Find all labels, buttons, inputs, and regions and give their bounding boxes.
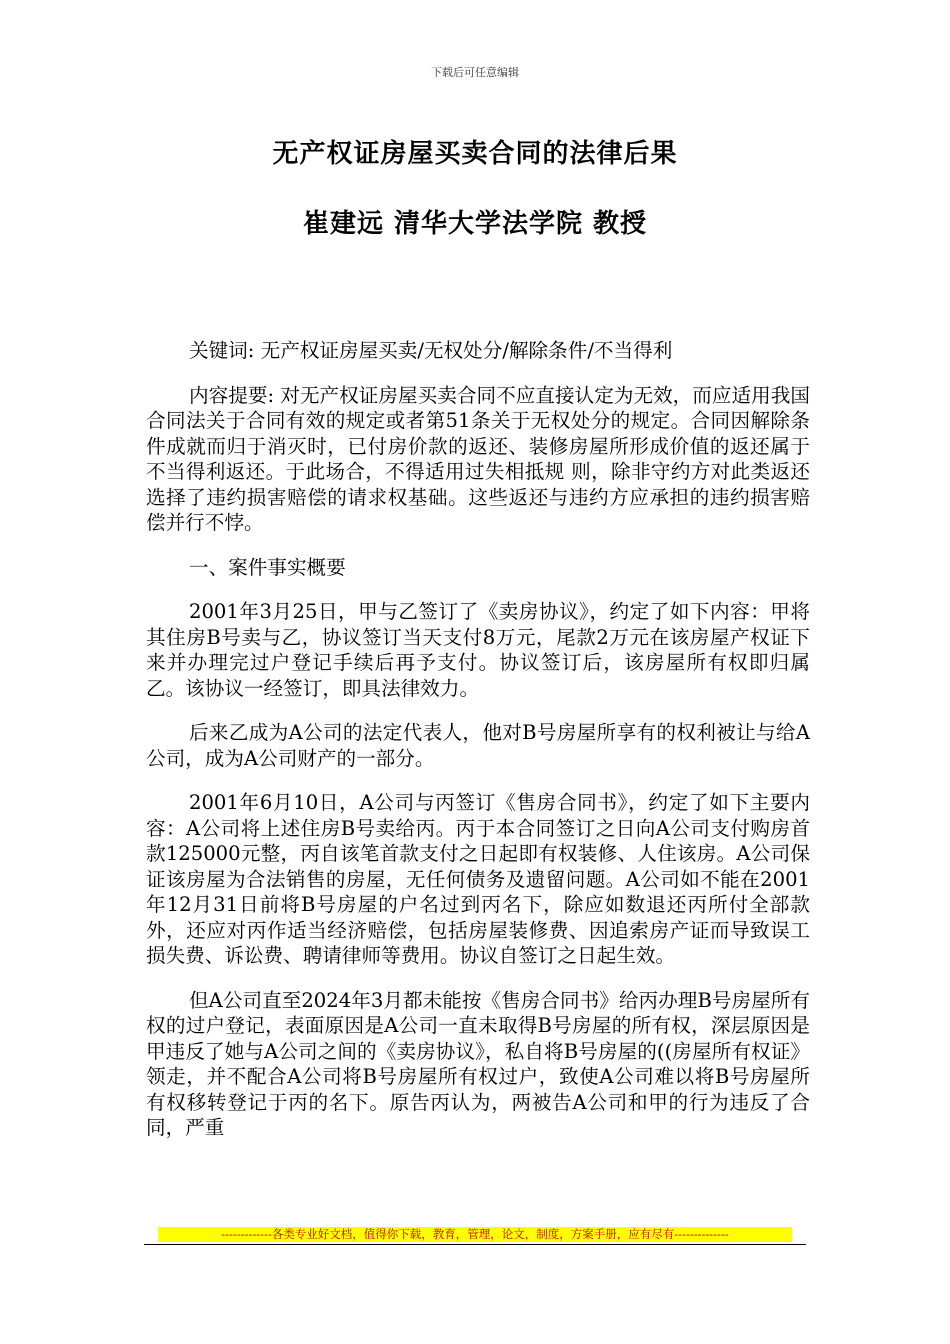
body-paragraph: 2001年6月10日，A公司与丙签订《售房合同书》，约定了如下主要内容：A公司将上述住房B号卖给丙。丙于本合同签订之日向A公司支付购房首款125000元整，丙自该笔首款支付之日起即有权装修、人住该房。A公司保证该房屋为合法销售的房屋，无任何债务及遗留问题。A公司如不能在2001年12月31日前将B号房屋的户名过到丙名下，除应如数退还丙所付全部款外，还应对丙作适当经济赔偿，包括房屋装修费、因追索房产证而导致误工损失费、诉讼费、聘请律师等费用。协议自签订之日起生效。	[146, 791, 810, 967]
section-heading: 一、案件事实概要	[189, 555, 346, 579]
abstract-paragraph: 内容提要: 对无产权证房屋买卖合同不应直接认定为无效，而应适用我国合同法关于合同有效的规定或者第51条关于无权处分的规定。合同因解除条件成就而归于消灭时，已付房价款的返还、装修房屋所形成价值的返还属于不当得利返还。于此场合，不得适用过失相抵规 则，除非守约方对此类返还选择了违约损害赔偿的请求权基础。这些返还与违约方应承担的违约损害赔偿并行不悖。	[146, 383, 810, 534]
document-body	[146, 338, 810, 1139]
document-title: 无产权证房屋买卖合同的法律后果	[272, 139, 678, 169]
footer-banner: -------------各类专业好文档，值得你下载，教育，管理，论文，制度，方案手册，应有尽有--------------	[158, 1227, 792, 1242]
body-paragraph: 2001年3月25日，甲与乙签订了《卖房协议》，约定了如下内容：甲将其住房B号卖与乙，协议签订当天支付8万元，尾款2万元在该房屋产权证下来并办理完过户登记手续后再予支付。协议签订后，该房屋所有权即归属乙。该协议一经签订，即具法律效力。	[146, 600, 810, 700]
header-note: 下载后可任意编辑	[431, 66, 519, 79]
document-author: 崔建远 清华大学法学院 教授	[302, 209, 648, 239]
body-paragraph: 后来乙成为A公司的法定代表人，他对B号房屋所享有的权利被让与给A公司，成为A公司财产的一部分。	[146, 721, 810, 770]
body-paragraph: 但A公司直至2024年3月都未能按《售房合同书》给丙办理B号房屋所有权的过户登记，表面原因是A公司一直未取得B号房屋的所有权，深层原因是甲违反了她与A公司之间的《卖房协议》，私自将B号房屋的((房屋所有权证》领走，并不配合A公司将B号房屋所有权过户，致使A公司难以将B号房屋所有权移转登记于丙的名下。原告丙认为，两被告A公司和甲的行为违反了合同，严重	[146, 988, 810, 1139]
keywords-paragraph: 关键词: 无产权证房屋买卖/无权处分/解除条件/不当得利	[189, 339, 673, 362]
footer-divider	[144, 1244, 806, 1245]
